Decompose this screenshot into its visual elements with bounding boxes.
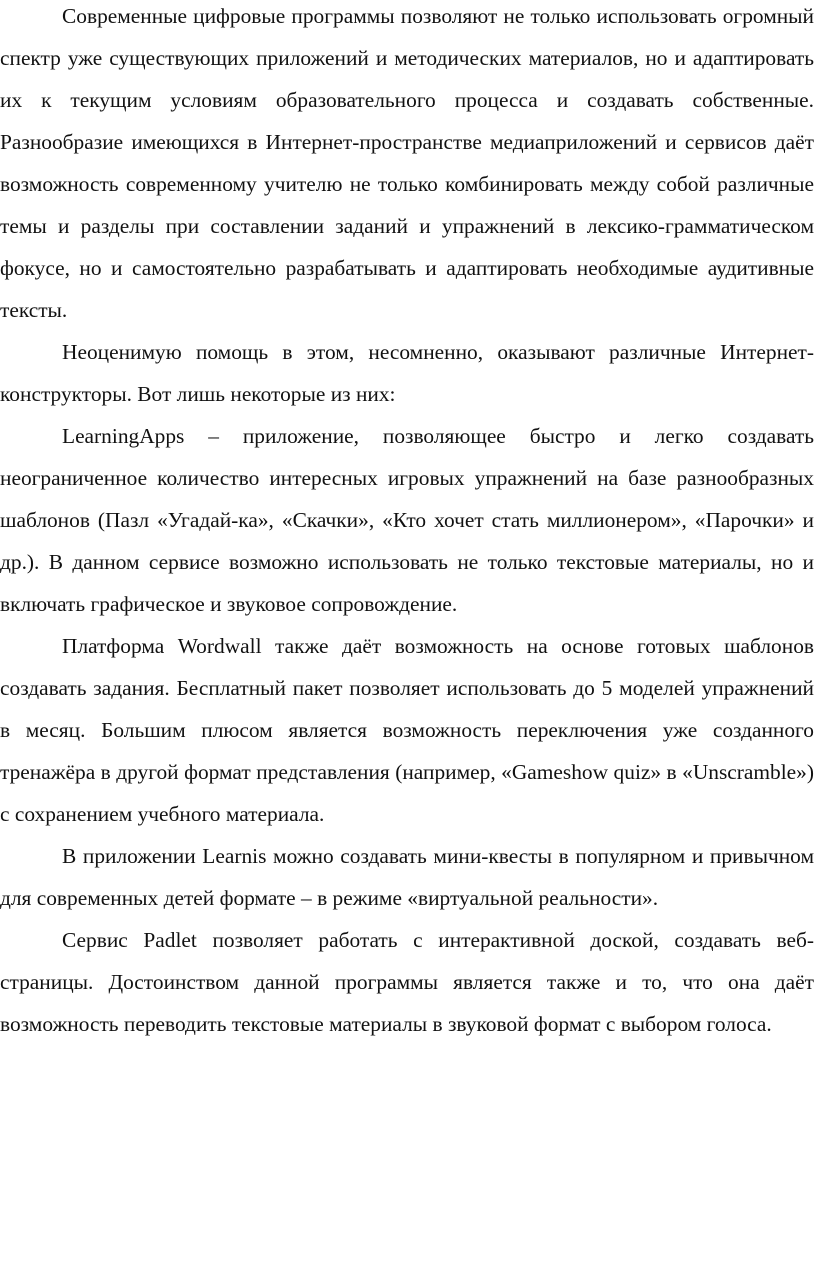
paragraph-internet-constructors: Неоценимую помощь в этом, несомненно, оказывают различные Интернет-конструкторы. Вот лишь некоторые из них: — [0, 340, 814, 406]
paragraph-digital-programs: Современные цифровые программы позволяют не только использовать огромный спектр уже существующих приложений и методических материалов, но и адаптировать их к текущим условиям образовательного процесса и создавать собственные. Разнообразие имеющихся в Интернет-пространстве медиаприложений и сервисов даёт возможность современному учителю не только комбинировать между собой различные темы и разделы при составлении заданий и упражнений в лексико-грамматическом фокусе, но и самостоятельно разрабатывать и адаптировать необходимые аудитивные тексты. — [0, 4, 814, 322]
paragraph-learnis: В приложении Learnis можно создавать мини-квесты в популярном и привычном для современных детей формате – в режиме «виртуальной реальности». — [0, 844, 814, 910]
paragraph-learningapps: LearningApps – приложение, позволяющее быстро и легко создавать неограниченное количество интересных игровых упражнений на базе разнообразных шаблонов (Пазл «Угадай-ка», «Скачки», «Кто хочет стать миллионером», «Парочки» и др.). В данном сервисе возможно использовать не только текстовые материалы, но и включать графическое и звуковое сопровождение. — [0, 424, 814, 616]
paragraph-padlet: Сервис Padlet позволяет работать с интерактивной доской, создавать веб-страницы. Достоинством данной программы является также и то, что она даёт возможность переводить текстовые материалы в звуковой формат с выбором голоса. — [0, 928, 814, 1036]
paragraph-wordwall: Платформа Wordwall также даёт возможность на основе готовых шаблонов создавать задания. Бесплатный пакет позволяет использовать до 5 моделей упражнений в месяц. Большим плюсом является возможность переключения уже созданного тренажёра в другой формат представления (например, «Gameshow quiz» в «Unscramble») с сохранением учебного материала. — [0, 634, 814, 826]
